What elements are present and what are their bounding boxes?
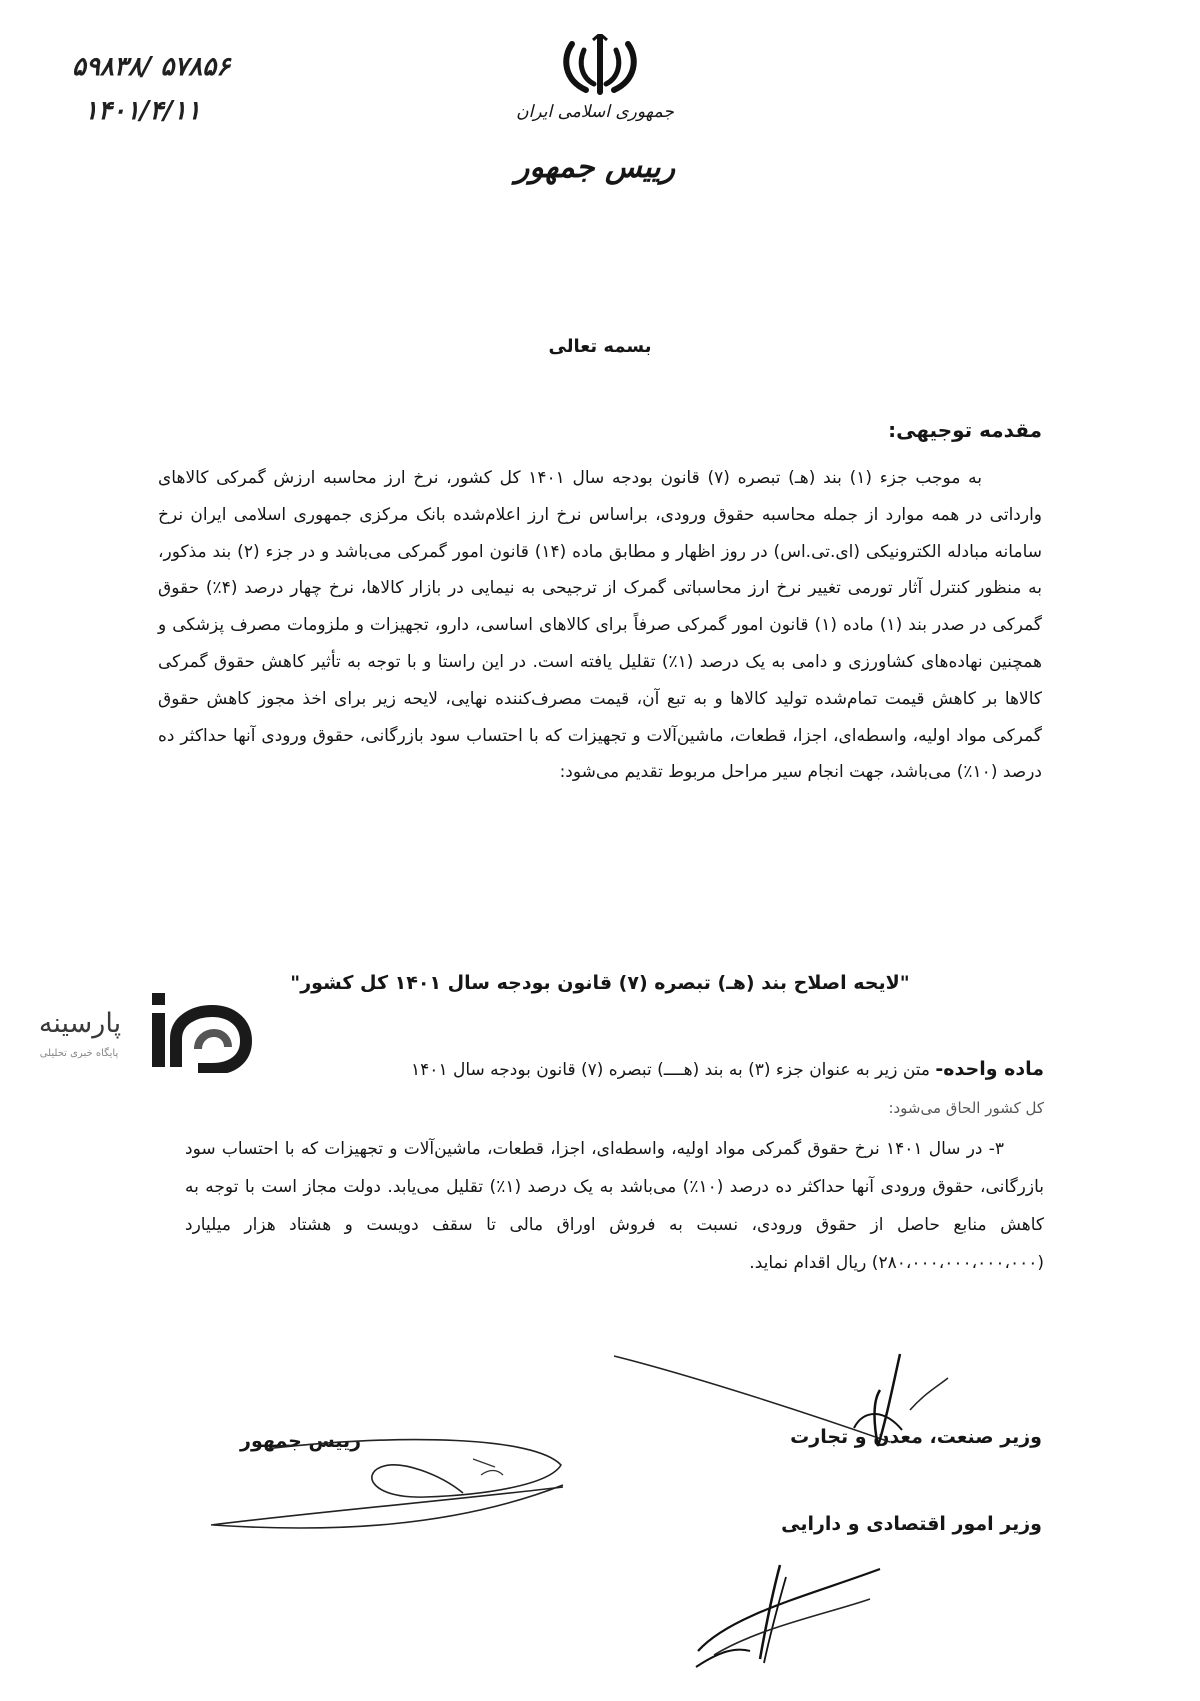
industry-minister-title: وزیر صنعت، معدن و تجارت: [790, 1426, 1042, 1448]
president-signature: [205, 1415, 570, 1550]
industry-minister-signature: [610, 1350, 960, 1460]
economy-minister-signature: [690, 1555, 890, 1675]
office-line: رییس جمهور: [514, 150, 676, 185]
watermark-tagline: پایگاه خبری تحلیلی: [39, 1048, 119, 1059]
bill-title: "لایحه اصلاح بند (هـ) تبصره (۷) قانون بودجه سال ۱۴۰۱ کل کشور": [290, 972, 910, 994]
article-clause: [185, 1130, 1044, 1282]
article-label: ماده واحده-: [935, 1058, 1044, 1080]
article-continuation: کل کشور الحاق می‌شود:: [888, 1099, 1044, 1117]
economy-minister-title: وزیر امور اقتصادی و دارایی: [781, 1513, 1042, 1535]
letter-date: ۱۴۰۱/۴/۱۱: [84, 96, 201, 126]
intro-heading: مقدمه توجیهی:: [888, 418, 1042, 442]
single-article: [158, 1050, 1044, 1127]
clause-text: ۳- در سال ۱۴۰۱ نرخ حقوق گمرکی مواد اولیه، واسطه‌ای، اجزا، قطعات، ماشین‌آلات و تجهیزات که با احتساب سود بازرگانی، حقوق ورودی آنها حداکثر ده درصد (۱۰٪) می‌باشد به یک درصد (۱٪) تقلیل می‌یابد. دولت مجاز است با توجه به کاهش منابع حاصل از حقوق ورودی، نسبت به فروش اوراق مالی تا سقف دویست و هشتاد هزار میلیارد (۲۸۰،۰۰۰،۰۰۰،۰۰۰،۰۰۰) ریال اقدام نماید.: [185, 1139, 1044, 1273]
intro-text: به موجب جزء (۱) بند (هـ) تبصره (۷) قانون بودجه سال ۱۴۰۱ کل کشور، نرخ ارز محاسبه ارزش گمرکی کالاهای وارداتی در همه موارد از جمله محاسبه حقوق ورودی، براساس نرخ ارز اعلام‌شده بانک مرکزی جمهوری اسلامی ایران نرخ سامانه مبادله الکترونیکی (ای.تی.اس) در روز اظهار و مطابق ماده (۱۴) قانون امور گمرکی می‌باشد و در جزء (۲) بند مذکور، به منظور کنترل آثار تورمی تغییر نرخ ارز محاسباتی گمرک از ترجیحی به نیمایی در بازار کالاها، نرخ چهار درصد (۴٪) حقوق گمرکی در صدر بند (۱) ماده (۱) قانون امور گمرکی صرفاً برای کالاهای اساسی، دارو، تجهیزات و ملزومات مصرف پزشکی و همچنین نهاده‌های کشاورزی و دامی به یک درصد (۱٪) تقلیل یافته است. در این راستا و با توجه به تأثیر کاهش حقوق گمرکی کالاها بر کاهش قیمت تمام‌شده تولید کالاها و به تبع آن، قیمت مصرف‌کننده نهایی، لایحه زیر برای اخذ مجوز کاهش حقوق گمرکی مواد اولیه، واسطه‌ای، اجزا، قطعات، ماشین‌آلات و تجهیزات که با احتساب سود بازرگانی، حقوق ورودی آنها حداکثر ده درصد (۱۰٪) می‌باشد، جهت انجام سیر مراحل مربوط تقدیم می‌شود:: [158, 468, 1043, 783]
invocation: بسمه تعالی: [548, 336, 652, 357]
country-line: جمهوری اسلامی ایران: [516, 102, 674, 122]
emblem-icon: [560, 34, 640, 96]
president-title: رییس جمهور: [240, 1430, 362, 1452]
article-text: متن زیر به عنوان جزء (۳) به بند (هــــ) تبصره (۷) قانون بودجه سال ۱۴۰۱: [411, 1060, 931, 1080]
reference-number: ۵۹۸۳۸/ ۵۷۸۵۶: [72, 52, 231, 82]
watermark-name: پارسینه: [38, 1008, 122, 1039]
intro-paragraph: [158, 460, 1042, 791]
